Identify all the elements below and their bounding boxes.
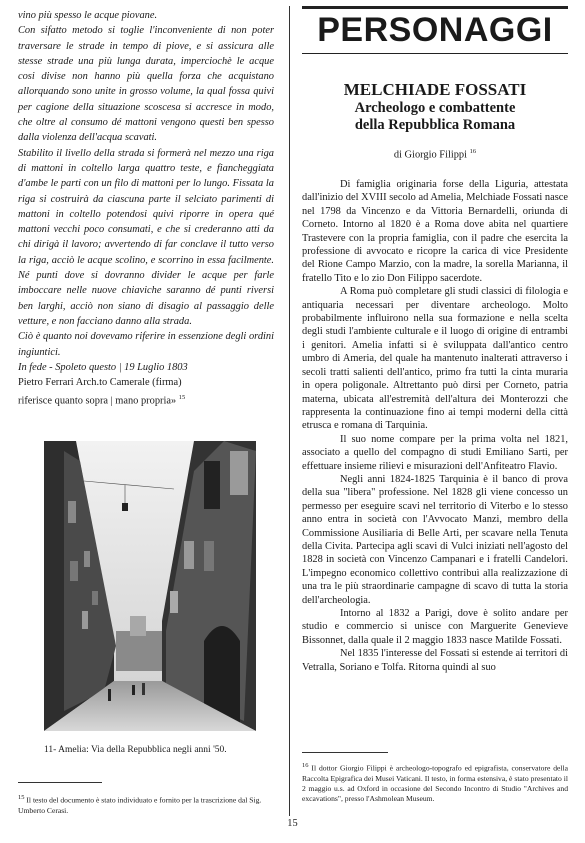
signature-line: [18, 390, 274, 408]
footnote-right: [302, 761, 568, 804]
footnote-rule: [302, 752, 388, 753]
left-paragraph: Ciò è quanto noi dovevamo riferire in essenzione degli ordini ingiuntici.: [18, 331, 274, 358]
article-paragraph: Negli anni 1824-1825 Tarquinia è il banco di prova della sua "libera" professione. Nel 1828 gli viene concesso un permesso per eseguire scavi nel territorio di Viterbo e lo stesso anno entra in società con l'Avvocato Manzi, membro della Commissione Ausiliaria di Belle Arti, per scavare nella Tenuta della Civita. Partecipa agli scavi di Vulci iniziati nell'agosto del 1828 in società con Vincenzo Campanari e i fratelli Candelori. L'impegno economico collettivo contribuì alla realizzazione di una tra le più straordinarie campagne di scavo di tutta la storia dell'archeologia.: [302, 473, 568, 606]
column-divider: [289, 6, 290, 816]
footnote-number: 15: [18, 794, 25, 801]
footnote-text: Il testo del documento è stato individuato e fornito per la trascrizione dal Sig. Umberto Cerasi.: [18, 795, 262, 815]
byline: [302, 148, 568, 160]
section-rubric: PERSONAGGI: [317, 11, 553, 49]
article-subtitle: della Repubblica Romana: [354, 117, 516, 133]
footnote-left: [18, 793, 274, 816]
article-paragraph: Nel 1835 l'interesse del Fossati si estende ai territori di Vetralla, Soriano e Tolfa. Ritorna quindi al suo: [302, 648, 568, 673]
article-paragraph: Il suo nome compare per la prima volta nel 1821, associato a quello del compagno di studi Emiliano Sarti, per effettuare insieme rilievi e misurazioni dell'Anfiteatro Flavio.: [302, 433, 568, 472]
signature-line: Pietro Ferrari Arch.to Camerale (firma): [18, 377, 182, 389]
byline-text: di Giorgio Filippi: [393, 149, 468, 161]
section-header: [302, 6, 568, 54]
page-number: 15: [287, 818, 298, 829]
street-photo: [44, 441, 256, 731]
article-body: [302, 178, 568, 674]
article-subtitle: Archeologo e combattente: [354, 100, 516, 116]
left-paragraph: Con sifatto metodo si toglie l'inconveniente di non poter traversare le strade in tempo di piove, e si assicura alle stesse strade una più lunga durata, imperciochè le acque cosi divise non hanno più quella forza che acquistano allorquando sono unite in grosso volume, la qual fossa quivi per cagione della situazione scoscesa si accresce in modo, che oltre al consumo dé mattoni vengono questi ben spesso dalla violenza dell'acqua scavati.: [18, 25, 274, 144]
article-paragraph: Di famiglia originaria forse della Liguria, attestata dall'inizio del XVIII secolo ad Amelia, Melchiade Fossati nasce nel 1798 da Vincenzo e da Vittoria Bernardelli, oriunda di Corneto. Intorno al 1820 è a Roma dove abita nel quartiere Trastevere con la propria famiglia, con il padre che esercita la professione di avvocato e ricopre la carica di vice Presidente del Rione Campo Marzio, con la madre, la sorella Marianna, il fratello Tito e lo zio Don Filippo sacerdote.: [302, 179, 568, 284]
article-paragraph: Intorno al 1832 a Parigi, dove è solito andare per studio e commercio si unisce con Marguerite Genevieve Bissonnet, dalla quale il 2 maggio 1833 nasce Matilde Fossati.: [302, 608, 568, 646]
photo-caption: 11- Amelia: Via della Repubblica negli anni '50.: [44, 745, 227, 755]
left-paragraph: vino più spesso le acque piovane.: [18, 10, 158, 21]
article-paragraph: A Roma può completare gli studi classici di filologia e antiquaria necessari per diventare archeologo. Molto probabilmente influirono nella sua formazione e nella scelta degli studi l'ambiente culturale e il luogo di origine di entrambi i genitori. Amelia infatti si è sviluppata dall'antico centro umbro di Ameria, del quale ha mantenuto inalterati attraverso i secoli tratti salienti dell'antico, primo fra tutti la cinta muraria in opera poligonale. Altrettanto può dirsi per Corneto, patria materna, ubicata all'estremità dell'altura dei Monterozzi che rappresenta la continuazione fino ai tempi moderni della città etrusca e romana di Tarquinia.: [302, 286, 568, 432]
article-title: MELCHIADE FOSSATI: [343, 80, 527, 99]
footnote-ref: 16: [469, 148, 477, 155]
footnote-ref: 15: [178, 394, 186, 402]
left-column: [18, 8, 274, 409]
signature-text: riferisce quanto sopra | mano propria»: [18, 395, 177, 407]
article-title-block: [302, 80, 568, 134]
document-transcription: [18, 8, 274, 375]
footnote-number: 16: [302, 762, 309, 769]
left-paragraph: Stabilito il livello della strada si formerà nel mezzo una riga di mattoni in coltello larga quattro teste, e fiancheggiata d'ambe le parti con un filo di mattoni per lo lungo. Fissata la riga si costruirà da ciascuna parte il selciato parimenti di mattoni in coltello potendosi quivi riporre in opera qué mattoni vecchi poco consumati, e che si crederanno atti da chi dirigà il lavoro; avvertendo di far conclave il tutto verso la riga, acciò le acque scolino, e scorrino in essa facilmente. Né punti dove si dovranno divider le acque per farle imboccare nelle nuove chiaviche saranno dé punti riversi ben larghi, acciò non siano di disagio al passaggio delle vetture, e non facciano danno alla strada.: [18, 147, 274, 327]
footnote-rule: [18, 782, 102, 783]
left-paragraph: In fede - Spoleto questo | 19 Luglio 1803: [18, 361, 188, 373]
footnote-text: Il dottor Giorgio Filippi è archeologo-topografo ed epigrafista, conservatore della Raccolta Epigrafica dei Musei Vaticani. Il testo, in forma estensiva, è stato presentato il 2 maggio u.s. ad Oxford in occasione del Secondo Incontro di Studio "Archives and excavations", presso l'Ashmolean Museum.: [302, 763, 568, 803]
